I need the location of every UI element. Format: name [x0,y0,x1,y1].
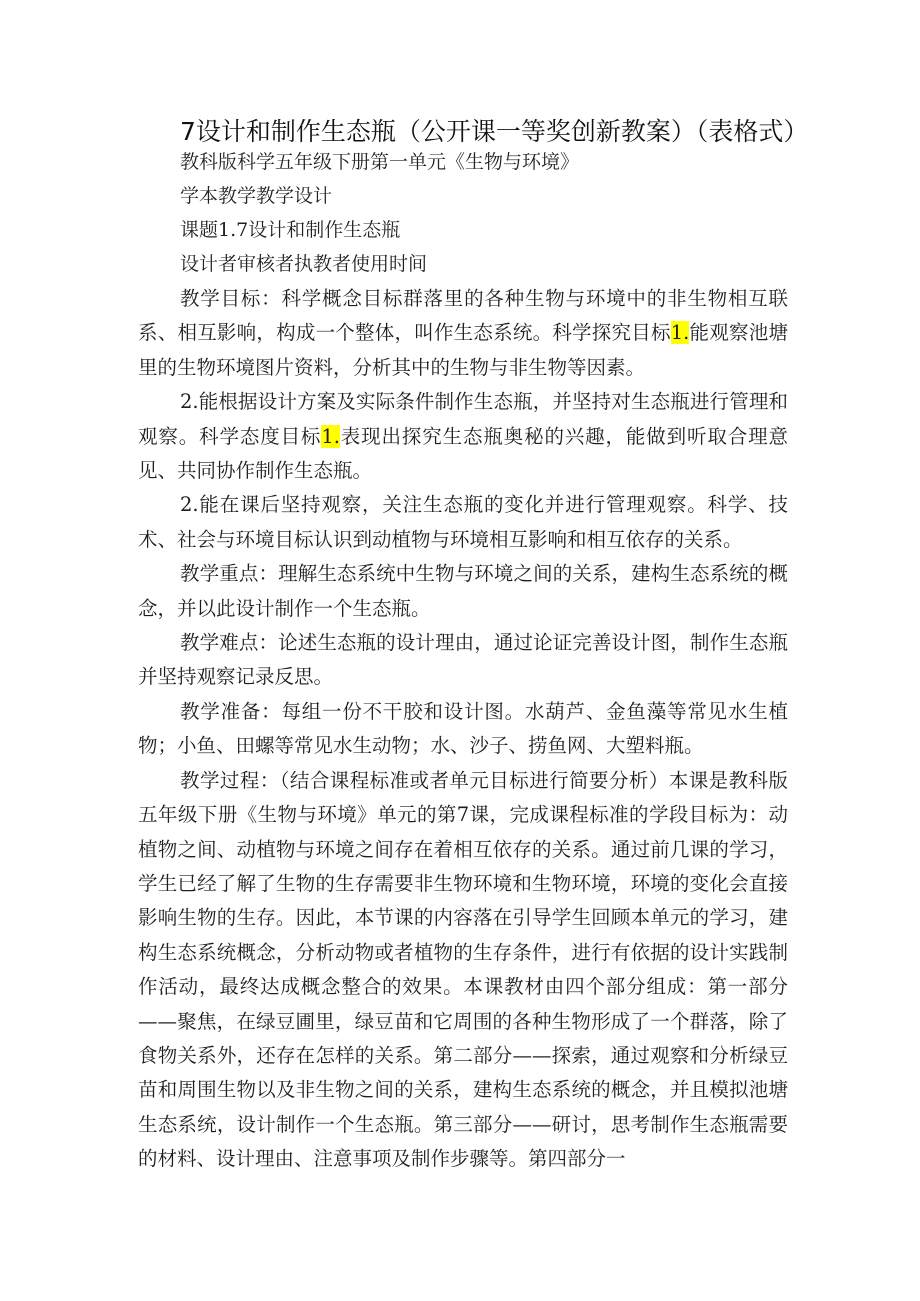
highlighted-number: 1. [670,321,690,345]
author-info-line: 设计者审核者执教者使用时间 [180,253,428,275]
objective-two-text-continued: 表现出探究生态瓶奥秘的兴趣，能做到听取合理意见、共同协作制作生态瓶。 [138,424,788,483]
preparation-paragraph: 教学准备：每组一份不干胶和设计图。水葫芦、金鱼藻等常见水生植物；小鱼、田螺等常见水生动物；水、沙子、捞鱼网、大塑料瓶。 [138,699,788,758]
document-body [138,282,788,1177]
highlighted-number: 1. [321,424,340,448]
teaching-objectives-paragraph [138,282,788,385]
difficulties-paragraph: 教学难点：论述生态瓶的设计理由，通过论证完善设计图，制作生态瓶并坚持观察记录反思。 [138,631,788,689]
course-info-line: 教科版科学五年级下册第一单元《生物与环境》 [180,151,580,173]
objective-two-paragraph [138,385,788,488]
teaching-process-paragraph: 教学过程：（结合课程标准或者单元目标进行简要分析）本课是教科版五年级下册《生物与环境》单元的第7课，完成课程标准的学段目标为：动植物之间、动植物与环境之间存在着相互依存的关系。通过前几课的学习，学生已经了解了生物的生存需要非生物环境和生物环境，环境的变化会直接影响生物的生存。因此，本节课的内容落在引导学生回顾本单元的学习，建构生态系统概念，分析动物或者植物的生存条件，进行有依据的设计实践制作活动，最终达成概念整合的效果。本课教材由四个部分组成：第一部分——聚焦，在绿豆圃里，绿豆苗和它周围的各种生物形成了一个群落，除了食物关系外，还存在怎样的关系。第二部分——探索，通过观察和分析绿豆苗和周围生物以及非生物之间的关系，建构生态系统的概念，并且模拟池塘生态系统，设计制作一个生态瓶。第三部分——研讨，思考制作生态瓶需要的材料、设计理由、注意事项及制作步骤等。第四部分一 [138,768,788,1171]
objective-two-text: 2.能根据设计方案及实际条件制作生态瓶，并坚持对生态瓶进行管理和观察。科学态度目标 [138,390,788,448]
objective-three-paragraph: 2.能在课后坚持观察，关注生态瓶的变化并进行管理观察。科学、技术、社会与环境目标认识到动植物与环境相互影响和相互依存的关系。 [138,493,788,551]
key-points-paragraph: 教学重点：理解生态系统中生物与环境之间的关系，建构生态系统的概念，并以此设计制作一个生态瓶。 [138,562,788,620]
design-type-line: 学本教学教学设计 [180,185,333,207]
objectives-text-continued: 能观察池塘里的生物环境图片资料，分析其中的生物与非生物等因素。 [138,321,788,379]
objectives-text: 教学目标：科学概念目标群落里的各种生物与环境中的非生物相互联系、相互影响，构成一个整体，叫作生态系统。科学探究目标 [138,287,788,345]
lesson-topic-line: 课题1.7设计和制作生态瓶 [180,219,401,241]
document-title: 7设计和制作生态瓶（公开课一等奖创新教案）（表格式） [180,117,809,146]
